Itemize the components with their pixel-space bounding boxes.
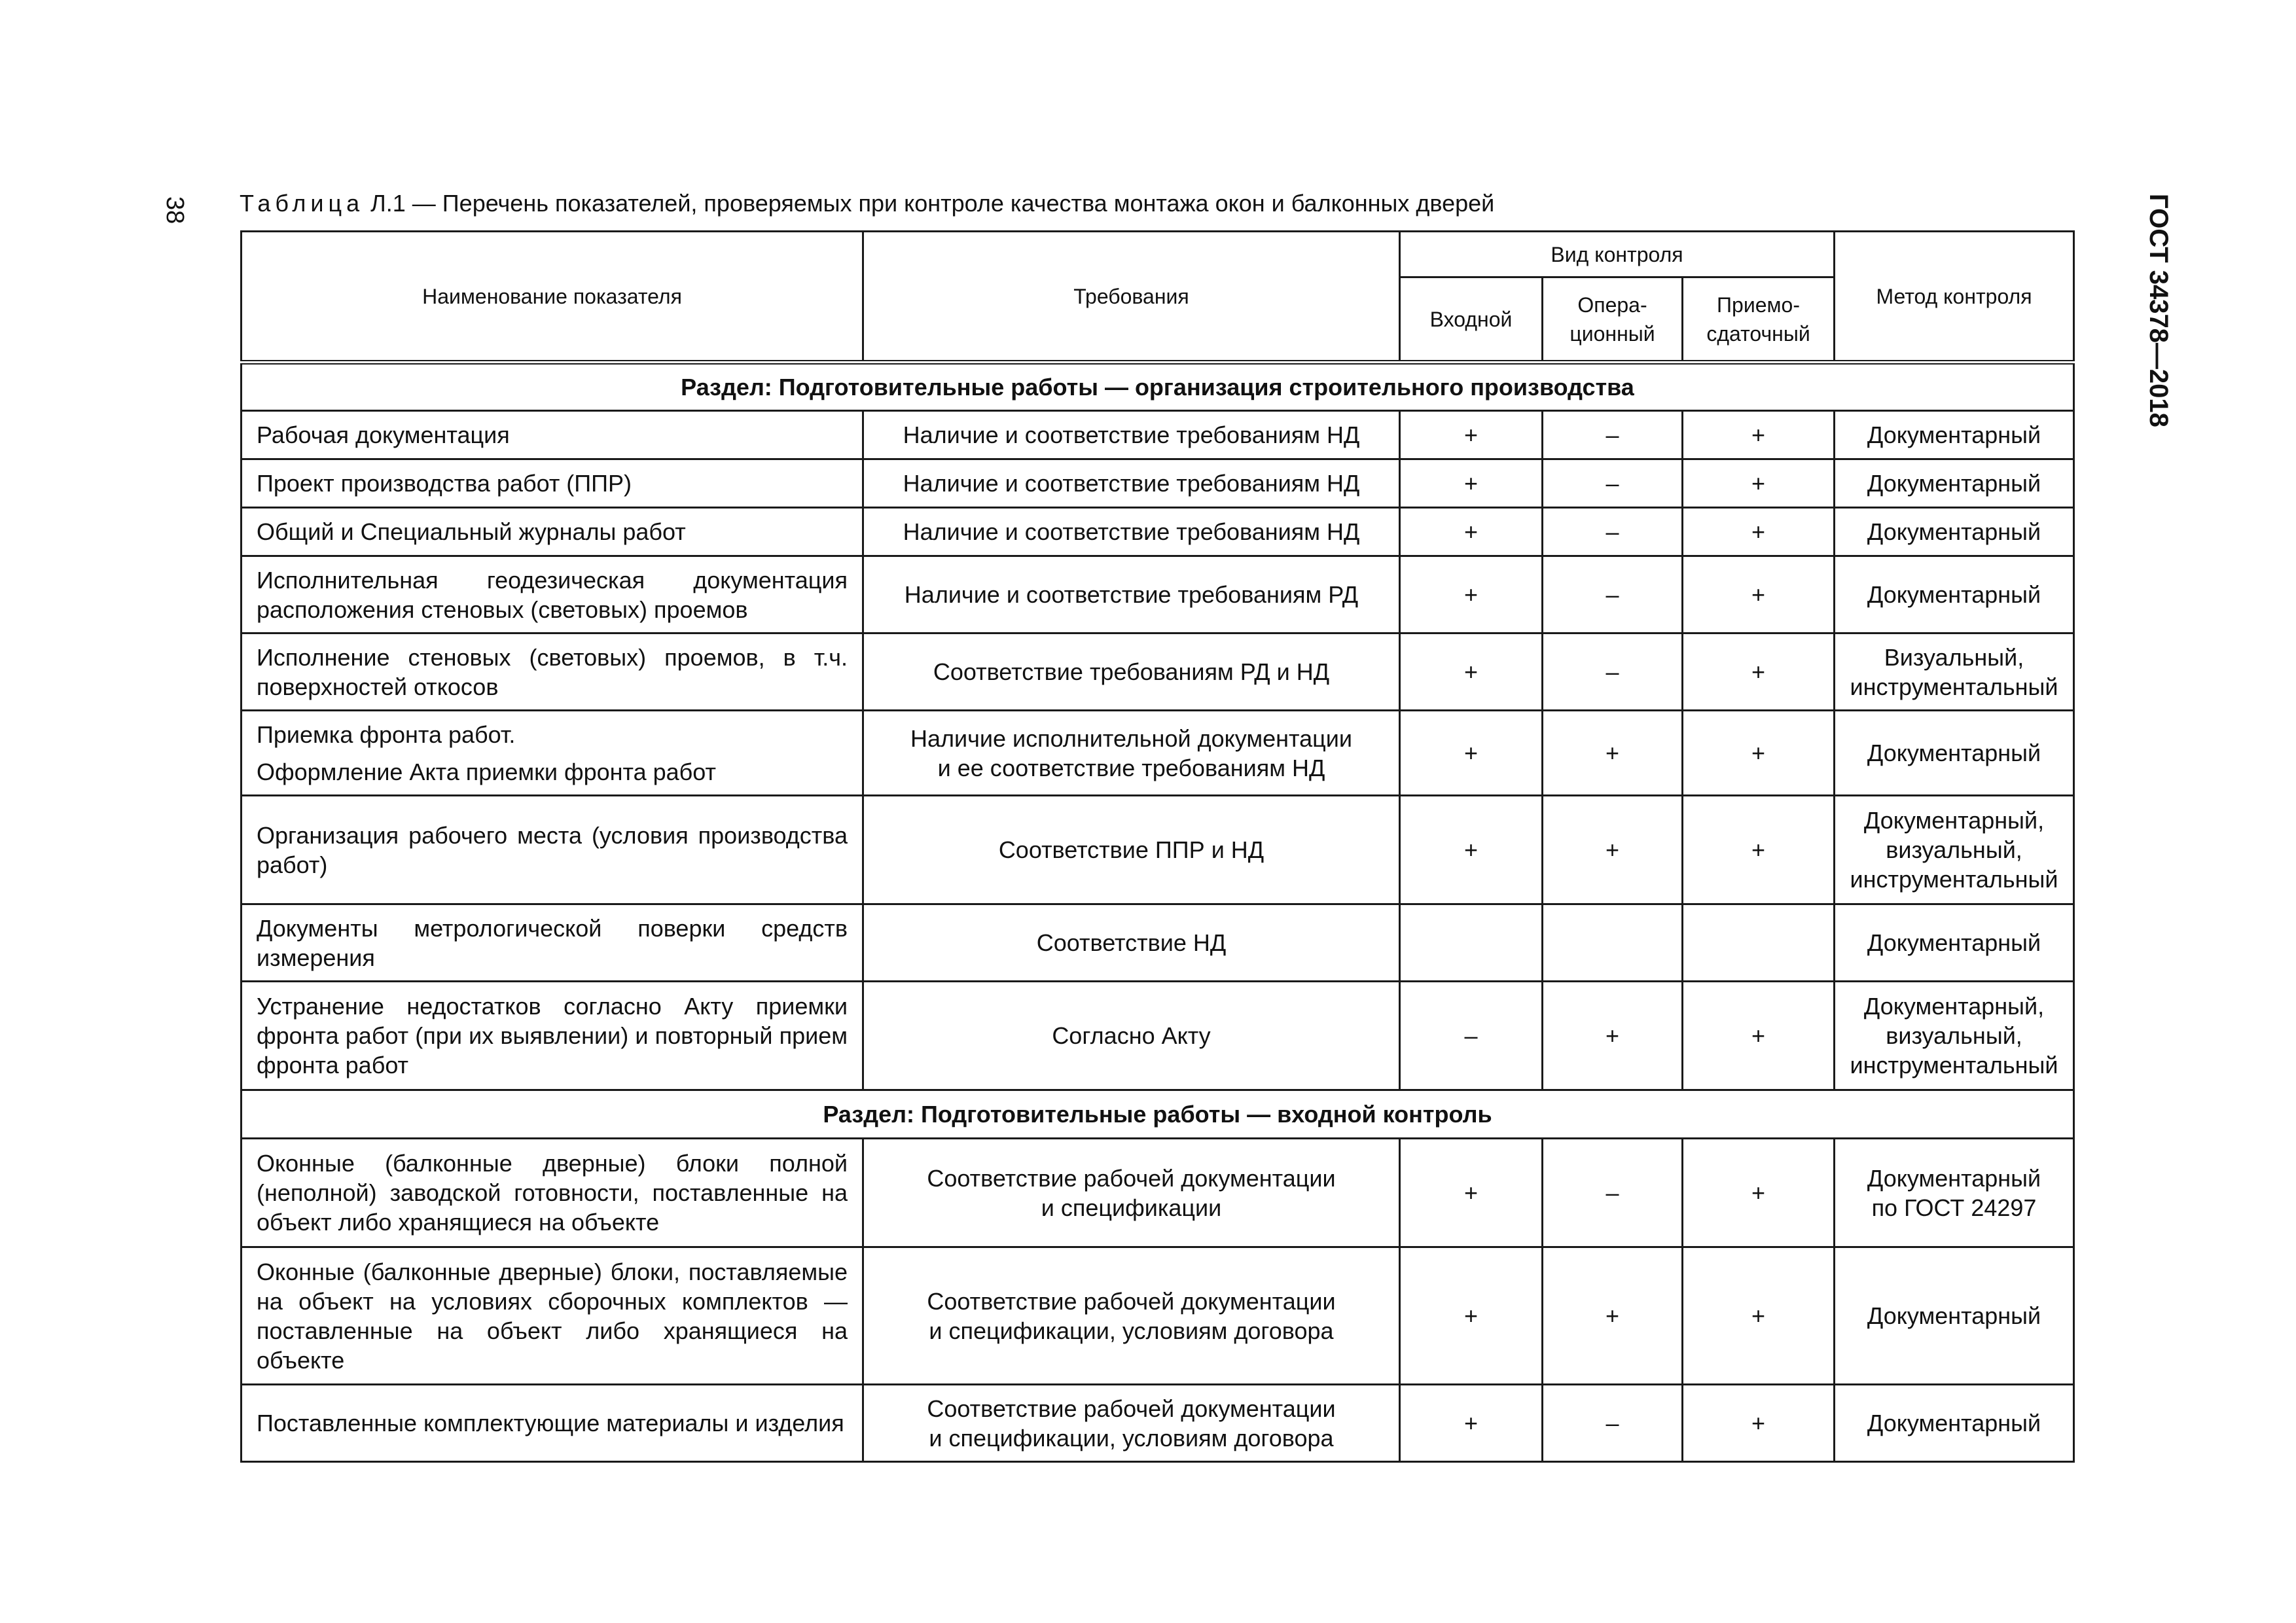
control-acceptance: +: [1683, 556, 1835, 633]
control-method: Документарный, визуальный, инструментальный: [1835, 982, 2074, 1090]
control-method: Документарный: [1835, 508, 2074, 556]
control-operational: +: [1543, 796, 1683, 904]
control-incoming: +: [1400, 1385, 1543, 1462]
control-method: Документарный: [1835, 411, 2074, 459]
control-incoming: +: [1400, 556, 1543, 633]
header-acceptance: Приемо- сдаточный: [1683, 277, 1835, 363]
control-operational: +: [1543, 711, 1683, 796]
indicator-name: Общий и Специальный журналы работ: [242, 508, 863, 556]
page-number: 38: [161, 196, 188, 224]
indicator-name: Рабочая документация: [242, 411, 863, 459]
control-incoming: +: [1400, 1139, 1543, 1247]
header-method: Метод контроля: [1835, 232, 2074, 363]
requirement: Соответствие требованиям РД и НД: [863, 633, 1400, 711]
control-method: Визуальный, инструментальный: [1835, 633, 2074, 711]
control-incoming: +: [1400, 459, 1543, 508]
header-requirements: Требования: [863, 232, 1400, 363]
control-method: Документарный: [1835, 1385, 2074, 1462]
requirement: Соответствие рабочей документации и спецификации, условиям договора: [863, 1385, 1400, 1462]
control-incoming: +: [1400, 796, 1543, 904]
table-row: [242, 633, 2074, 711]
table-row: [242, 711, 2074, 796]
table-row: [242, 982, 2074, 1090]
indicator-name: Устранение недостатков согласно Акту приемки фронта работ (при их выявлении) и повторный прием фронта работ: [242, 982, 863, 1090]
requirement: Наличие и соответствие требованиям НД: [863, 459, 1400, 508]
indicator-name: Исполнительная геодезическая документация расположения стеновых (световых) проемов: [242, 556, 863, 633]
control-method: Документарный: [1835, 904, 2074, 982]
caption-prefix: Таблица: [240, 190, 365, 217]
control-incoming: +: [1400, 508, 1543, 556]
header-control-type: Вид контроля: [1400, 232, 1835, 277]
quality-control-table: [240, 230, 2075, 1463]
control-acceptance: [1683, 904, 1835, 982]
indicator-name: Исполнение стеновых (световых) проемов, в т.ч. поверхностей откосов: [242, 633, 863, 711]
control-acceptance: +: [1683, 411, 1835, 459]
header-operational: Опера- ционный: [1543, 277, 1683, 363]
control-operational: +: [1543, 982, 1683, 1090]
control-incoming: +: [1400, 711, 1543, 796]
control-method: Документарный: [1835, 459, 2074, 508]
table-row: [242, 904, 2074, 982]
indicator-name: Поставленные комплектующие материалы и изделия: [242, 1385, 863, 1462]
table-row: [242, 796, 2074, 904]
standard-code: ГОСТ 34378—2018: [2144, 194, 2173, 427]
caption-text: Л.1 — Перечень показателей, проверяемых при контроле качества монтажа окон и балконных дверей: [364, 190, 1495, 217]
requirement: Согласно Акту: [863, 982, 1400, 1090]
requirement: Соответствие рабочей документации и спецификации, условиям договора: [863, 1247, 1400, 1385]
control-acceptance: +: [1683, 982, 1835, 1090]
control-operational: –: [1543, 459, 1683, 508]
control-operational: –: [1543, 411, 1683, 459]
control-acceptance: +: [1683, 633, 1835, 711]
indicator-name: Оконные (балконные дверные) блоки, поставляемые на объект на условиях сборочных комплектов — поставленные на объект либо хранящиеся на объекте: [242, 1247, 863, 1385]
control-method: Документарный: [1835, 1247, 2074, 1385]
table-row: [242, 508, 2074, 556]
requirement: Наличие исполнительной документации и ее соответствие требованиям НД: [863, 711, 1400, 796]
indicator-name: Проект производства работ (ППР): [242, 459, 863, 508]
control-incoming: [1400, 904, 1543, 982]
control-acceptance: +: [1683, 1139, 1835, 1247]
control-operational: –: [1543, 1139, 1683, 1247]
control-acceptance: +: [1683, 711, 1835, 796]
control-incoming: +: [1400, 1247, 1543, 1385]
control-operational: –: [1543, 633, 1683, 711]
section-title: Раздел: Подготовительные работы — входной контроль: [242, 1090, 2074, 1139]
requirement: Наличие и соответствие требованиям НД: [863, 411, 1400, 459]
indicator-name: Оконные (балконные дверные) блоки полной (неполной) заводской готовности, поставленные на объект либо хранящиеся на объекте: [242, 1139, 863, 1247]
control-operational: –: [1543, 508, 1683, 556]
indicator-name: Документы метрологической поверки средств измерения: [242, 904, 863, 982]
control-operational: +: [1543, 1247, 1683, 1385]
control-acceptance: +: [1683, 1247, 1835, 1385]
table-row: [242, 556, 2074, 633]
control-acceptance: +: [1683, 796, 1835, 904]
requirement: Наличие и соответствие требованиям НД: [863, 508, 1400, 556]
control-method: Документарный, визуальный, инструментальный: [1835, 796, 2074, 904]
requirement: Соответствие рабочей документации и спецификации: [863, 1139, 1400, 1247]
table-row: [242, 1247, 2074, 1385]
table-caption: [240, 190, 1494, 217]
table-body: [242, 363, 2074, 1462]
control-incoming: +: [1400, 411, 1543, 459]
requirement: Наличие и соответствие требованиям РД: [863, 556, 1400, 633]
indicator-name: Организация рабочего места (условия производства работ): [242, 796, 863, 904]
control-incoming: +: [1400, 633, 1543, 711]
requirement: Соответствие ППР и НД: [863, 796, 1400, 904]
table-row: [242, 459, 2074, 508]
control-acceptance: +: [1683, 1385, 1835, 1462]
section-title: Раздел: Подготовительные работы — организация строительного производства: [242, 363, 2074, 411]
header-incoming: Входной: [1400, 277, 1543, 363]
table-row: [242, 1139, 2074, 1247]
control-acceptance: +: [1683, 508, 1835, 556]
control-operational: [1543, 904, 1683, 982]
control-operational: –: [1543, 1385, 1683, 1462]
control-incoming: –: [1400, 982, 1543, 1090]
table-row: [242, 1385, 2074, 1462]
requirement: Соответствие НД: [863, 904, 1400, 982]
indicator-name: Приемка фронта работ. Оформление Акта приемки фронта работ: [242, 711, 863, 796]
control-method: Документарный: [1835, 556, 2074, 633]
control-operational: –: [1543, 556, 1683, 633]
control-acceptance: +: [1683, 459, 1835, 508]
control-method: Документарный по ГОСТ 24297: [1835, 1139, 2074, 1247]
table-row: [242, 411, 2074, 459]
header-name: Наименование показателя: [242, 232, 863, 363]
control-method: Документарный: [1835, 711, 2074, 796]
